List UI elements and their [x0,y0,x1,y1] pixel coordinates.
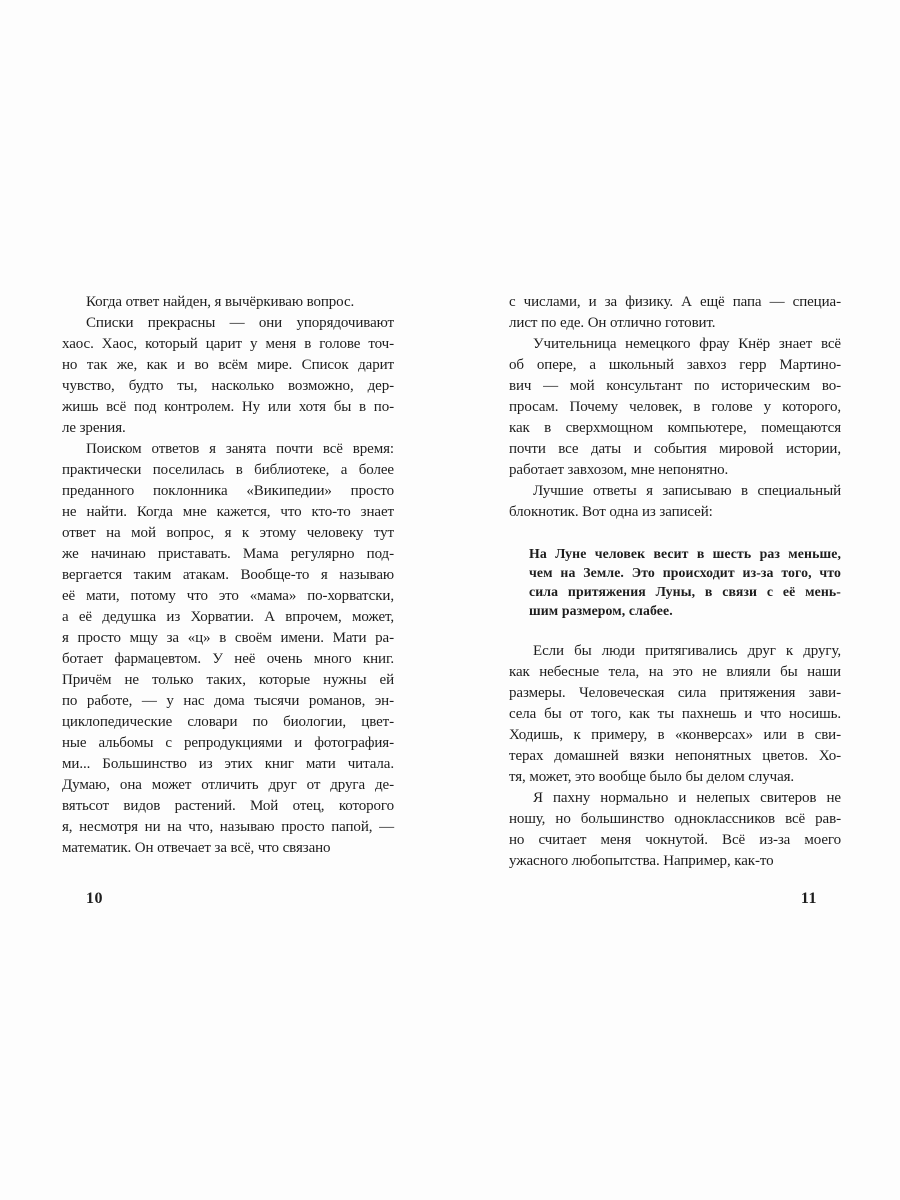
paragraph [509,481,841,523]
page-right-text [509,292,841,872]
page-number-right: 11 [800,890,817,907]
notebook-quote [529,544,841,620]
paragraph [62,313,394,439]
text-line: Учительница немецкого фрау Кнёр знает всё [533,336,841,352]
paragraph [509,334,841,481]
text-line: Когда ответ найден, я вычёркиваю вопрос. [86,294,355,310]
text-line: а её дедушка из Хорватии. А впрочем, может, [62,609,394,625]
page-left-text [62,292,394,859]
text-line: села бы от того, как ты пахнешь и что носишь. [509,706,841,722]
text-line: Причём не только таких, которые нужны ей [62,672,394,688]
text-line: как небесные тела, на это не влияли бы наши [509,664,841,680]
text-line: Ходишь, к примеру, в «конверсах» или в сви- [509,727,841,743]
text-line: Если бы люди притягивались друг к другу, [533,643,841,659]
paragraph [509,641,841,788]
text-line: я, несмотря ни на что, называю просто папой, — [62,819,394,835]
text-line: вятьсот видов растений. Мой отец, которого [62,798,394,814]
paragraph [62,292,394,313]
text-line: Думаю, она может отличить друг от друга де- [62,777,394,793]
text-line: с числами, и за физику. А ещё папа — специа- [509,294,841,310]
text-line: ми... Большинство из этих книг мати читала. [62,756,394,772]
text-line: Я пахну нормально и нелепых свитеров не [533,790,841,806]
text-line: жишь всё под контролем. Ну или хотя бы в по- [62,399,394,415]
text-line: об опере, а школьный завхоз герр Мартино- [509,357,841,373]
text-line: же начинаю приставать. Мама регулярно под- [62,546,394,562]
text-line: лист по еде. Он отлично готовит. [509,315,716,331]
text-line: вич — мой консультант по историческим во- [509,378,841,394]
text-line: ные альбомы с репродукциями и фотография- [62,735,394,751]
text-line: её мати, потому что это «мама» по-хорватски, [62,588,394,604]
text-line: размеры. Человеческая сила притяжения зави- [509,685,841,701]
text-line: ношу, но большинство одноклассников всё рав- [509,811,841,827]
text-line: чувство, будто ты, насколько возможно, дер- [62,378,394,394]
text-line: но так же, как и во всём мире. Список дарит [62,357,394,373]
text-line: как в сверхмощном компьютере, помещаются [509,420,841,436]
text-line: ответ на мой вопрос, я к этому человеку тут [62,525,394,541]
text-line: терах домашней вязки непонятных цветов. Хо- [509,748,841,764]
text-line: сила притяжения Луны, в связи с её мень- [529,584,841,599]
text-line: преданного поклонника «Википедии» просто [62,483,394,499]
text-line: не найти. Когда мне кажется, что кто-то знает [62,504,394,520]
text-line: вергается таким атакам. Вообще-то я называю [62,567,394,583]
text-line: блокнотик. Вот одна из записей: [509,504,713,520]
text-line: Поиском ответов я занята почти всё время: [86,441,394,457]
text-line: ле зрения. [62,420,126,436]
text-line: ботает фармацевтом. У неё очень много книг. [62,651,394,667]
text-line: работает завхозом, мне непонятно. [509,462,729,478]
paragraph [62,439,394,859]
page-right [509,292,841,952]
text-line: циклопедические словари по биологии, цвет- [62,714,394,730]
text-line: но считает меня чокнутой. Всё из-за моего [509,832,841,848]
paragraph [509,788,841,872]
text-line: хаос. Хаос, который царит у меня в голове точ- [62,336,394,352]
paragraph [509,292,841,334]
text-line: Списки прекрасны — они упорядочивают [86,315,394,331]
text-line: чем на Земле. Это происходит из-за того, что [529,565,841,580]
page-number-left: 10 [86,890,103,907]
text-line: практически поселилась в библиотеке, а более [62,462,394,478]
text-line: тя, может, это вообще было бы делом случая. [509,769,795,785]
text-line: ужасного любопытства. Например, как-то [509,853,774,869]
text-line: я просто мщу за «ц» в своём имени. Мати ра- [62,630,394,646]
page-left [62,292,394,952]
text-line: шим размером, слабее. [529,603,673,618]
text-line: На Луне человек весит в шесть раз меньше, [529,546,841,561]
text-line: почти все даты и события мировой истории, [509,441,841,457]
text-line: по работе, — у нас дома тысячи романов, эн- [62,693,394,709]
text-line: просам. Почему человек, в голове у которого, [509,399,841,415]
text-line: Лучшие ответы я записываю в специальный [533,483,841,499]
text-line: математик. Он отвечает за всё, что связано [62,840,331,856]
